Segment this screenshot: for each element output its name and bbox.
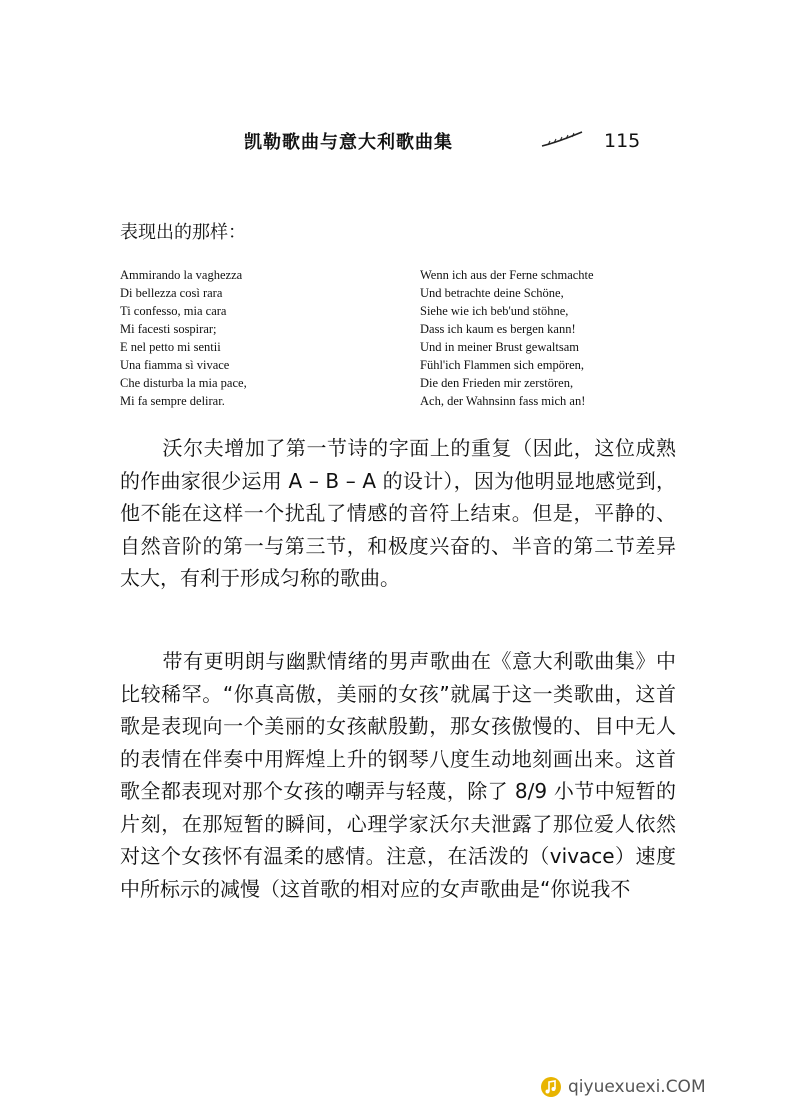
poem-line: Siehe wie ich beb'und stöhne, — [420, 304, 569, 318]
poem-line: Die den Frieden mir zerstören, — [420, 376, 574, 390]
poem-line: Una fiamma sì vivace — [120, 358, 230, 372]
poem-line: Ammirando la vaghezza — [120, 268, 243, 282]
body-paragraph-1 — [120, 432, 676, 595]
poem-line: Che disturba la mia pace, — [120, 376, 247, 390]
poem-line: Mi facesti sospirar; — [120, 322, 217, 336]
paragraph-text: 沃尔夫增加了第一节诗的字面上的重复（因此，这位成熟的作曲家很少运用 A – B – A 的设计），因为他明显地感觉到，他不能在这样一个扰乱了情感的音符上结束。但是，平静的、自然音阶的第一与第三节，和极度兴奋的、半音的第二节差异太大，有利于形成匀称的歌曲。 — [120, 436, 676, 590]
poem-line: Fühl'ich Flammen sich empören, — [420, 358, 585, 372]
poem-line: Dass ich kaum es bergen kann! — [420, 322, 576, 336]
poem-line: E nel petto mi sentii — [120, 340, 221, 354]
poem-italian — [120, 266, 247, 410]
poem-line: Di bellezza così rara — [120, 286, 223, 300]
poem-line: Mi fa sempre delirar. — [120, 394, 225, 408]
site-watermark — [540, 1076, 706, 1098]
poem-line: Ti confesso, mia cara — [120, 304, 227, 318]
poem-line: Und in meiner Brust gewaltsam — [420, 340, 579, 354]
poem-line: Wenn ich aus der Ferne schmachte — [420, 268, 594, 282]
poem-german — [420, 266, 594, 410]
watermark-text: qiyuexuexi.COM — [568, 1077, 706, 1097]
running-header-title: 凯勒歌曲与意大利歌曲集 — [244, 132, 453, 153]
paragraph-text: 带有更明朗与幽默情绪的男声歌曲在《意大利歌曲集》中比较稀罕。“你真高傲，美丽的女孩”就属于这一类歌曲，这首歌是表现向一个美丽的女孩献殷勤，那女孩傲慢的、目中无人的表情在伴奏中用辉煌上升的钢琴八度生动地刻画出来。这首歌全都表现对那个女孩的嘲弄与轻蔑，除了 8/9 小节中短暂的片刻，在那短暂的瞬间，心理学家沃尔夫泄露了那位爱人依然对这个女孩怀有温柔的感情。注意，在活泼的（vivace）速度中所标示的减慢（这首歌的相对应的女声歌曲是“你说我不 — [120, 649, 676, 901]
header-ornament-icon — [540, 128, 584, 150]
body-paragraph-2 — [120, 645, 676, 905]
poem-line: Und betrachte deine Schöne, — [420, 286, 564, 300]
intro-line: 表现出的那样： — [120, 222, 246, 243]
page-number: 115 — [604, 130, 641, 152]
music-note-icon — [540, 1076, 562, 1098]
poem-line: Ach, der Wahnsinn fass mich an! — [420, 394, 586, 408]
